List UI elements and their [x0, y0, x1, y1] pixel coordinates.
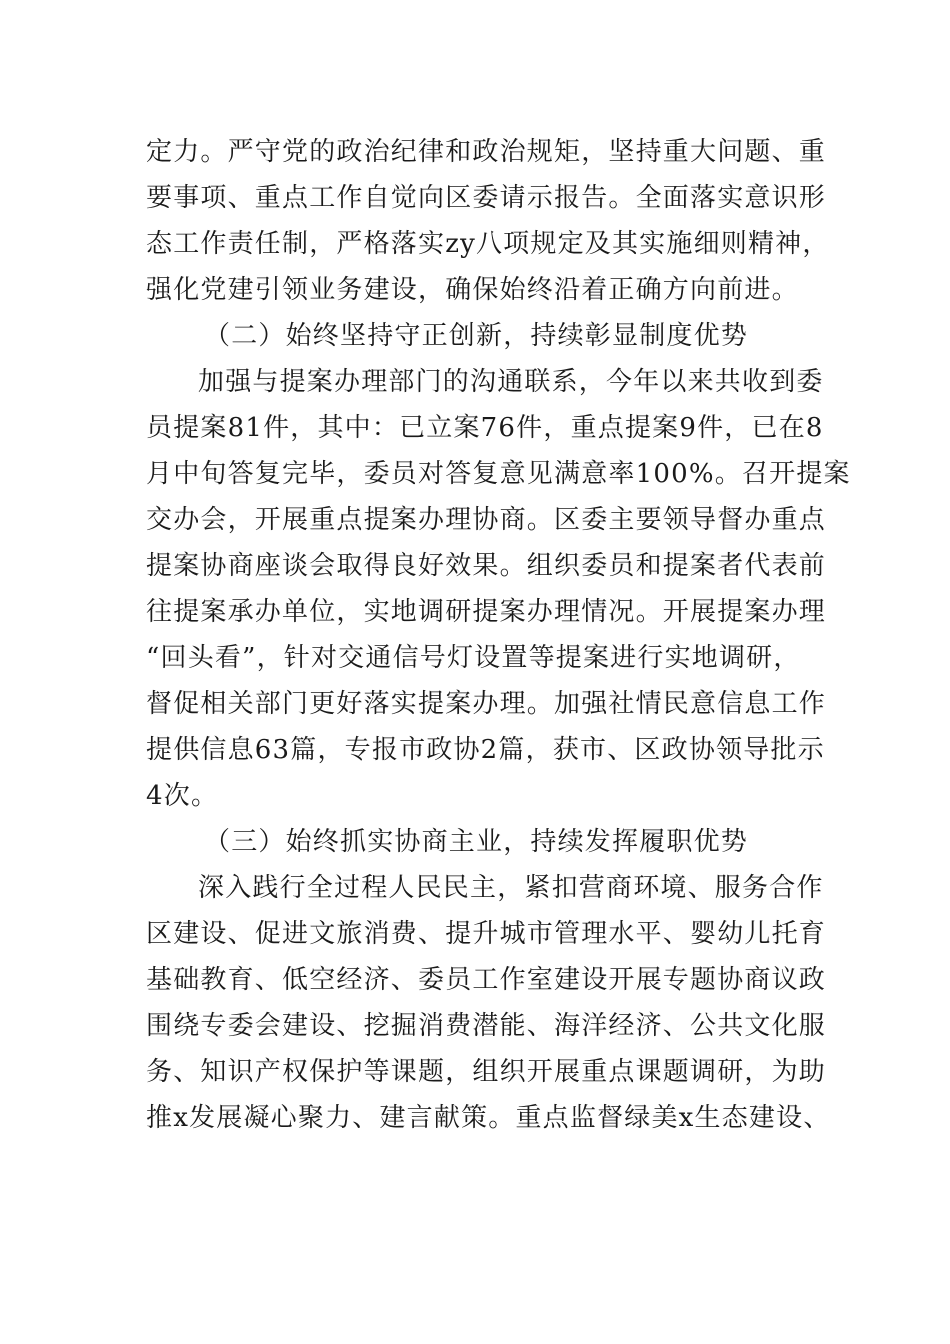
paragraph-line: 加强与提案办理部门的沟通联系，今年以来共收到委	[198, 367, 824, 397]
section-heading: （三）始终抓实协商主业，持续发挥履职优势	[204, 827, 749, 857]
paragraph-line: 4次。	[146, 781, 219, 811]
paragraph-line: 基础教育、低空经济、委员工作室建设开展专题协商议政	[146, 965, 827, 995]
section-heading: （二）始终坚持守正创新，持续彰显制度优势	[204, 321, 749, 351]
paragraph-line: 态工作责任制，严格落实zy八项规定及其实施细则精神，	[146, 229, 830, 259]
paragraph-line: 督促相关部门更好落实提案办理。加强社情民意信息工作	[146, 689, 827, 719]
paragraph-line: 提案协商座谈会取得良好效果。组织委员和提案者代表前	[146, 551, 827, 581]
paragraph-line: 员提案81件，其中：已立案76件，重点提案9件，已在8	[146, 413, 824, 443]
paragraph-line: 要事项、重点工作自觉向区委请示报告。全面落实意识形	[146, 183, 827, 213]
paragraph-line: 推x发展凝心聚力、建言献策。重点监督绿美x生态建设、	[146, 1103, 831, 1133]
paragraph-line: “回头看”，针对交通信号灯设置等提案进行实地调研，	[146, 643, 801, 673]
paragraph-line: 区建设、促进文旅消费、提升城市管理水平、婴幼儿托育	[146, 919, 827, 949]
document-body	[146, 129, 851, 1141]
paragraph-line: 务、知识产权保护等课题，组织开展重点课题调研，为助	[146, 1057, 827, 1087]
paragraph-line: 围绕专委会建设、挖掘消费潜能、海洋经济、公共文化服	[146, 1011, 827, 1041]
paragraph-line: 深入践行全过程人民民主，紧扣营商环境、服务合作	[198, 873, 824, 903]
paragraph-line: 提供信息63篇，专报市政协2篇，获市、区政协领导批示	[146, 735, 825, 765]
paragraph-line: 月中旬答复完毕，委员对答复意见满意率100%。召开提案	[146, 459, 851, 489]
paragraph-line: 强化党建引领业务建设，确保始终沿着正确方向前进。	[146, 275, 799, 305]
paragraph-line: 往提案承办单位，实地调研提案办理情况。开展提案办理	[146, 597, 827, 627]
paragraph-line: 定力。严守党的政治纪律和政治规矩，坚持重大问题、重	[146, 137, 827, 167]
paragraph-line: 交办会，开展重点提案办理协商。区委主要领导督办重点	[146, 505, 827, 535]
